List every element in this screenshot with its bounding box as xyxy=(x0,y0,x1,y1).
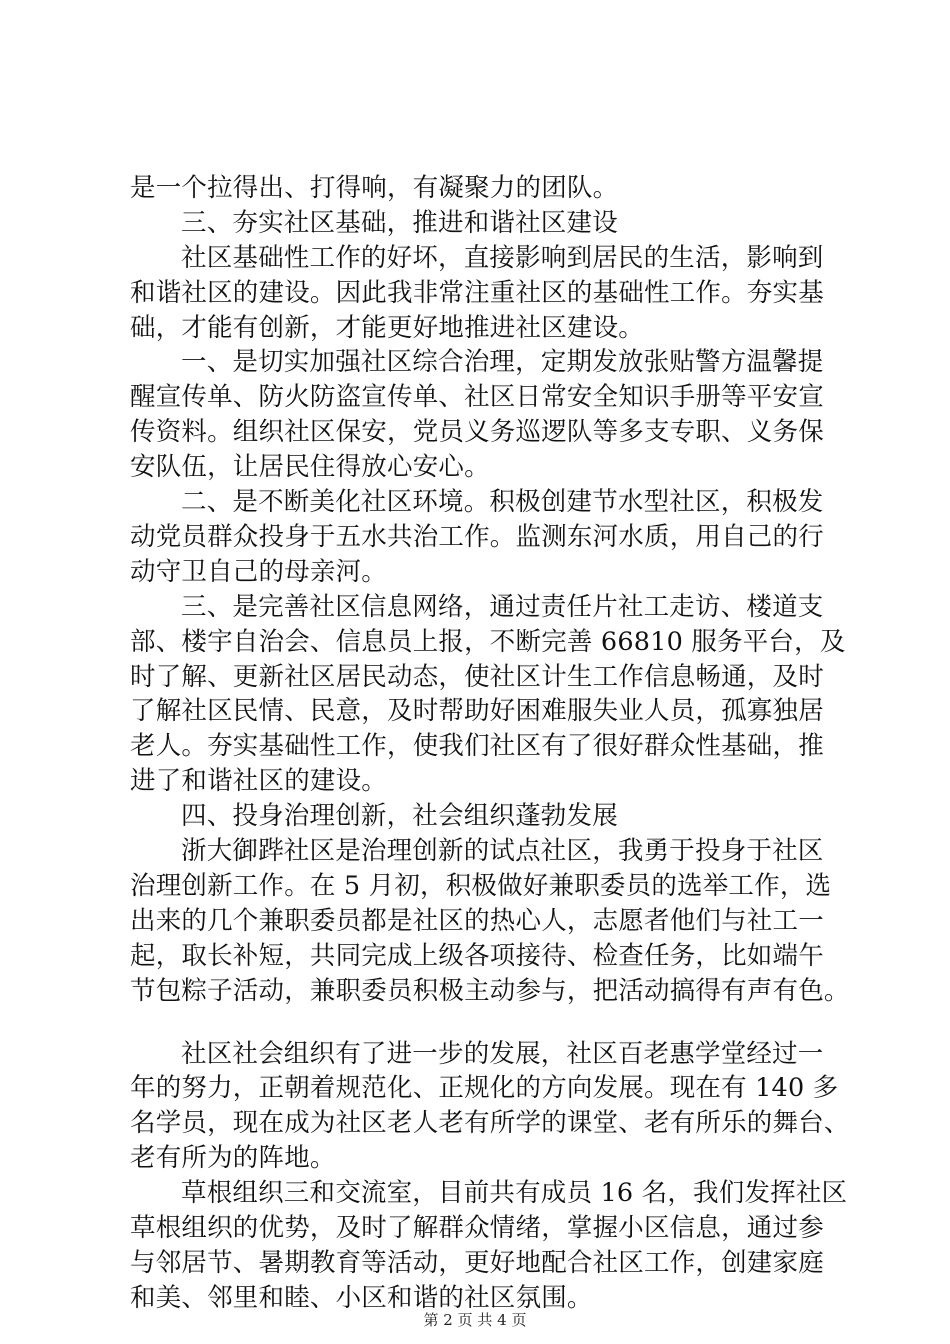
body-line: 草根组织的优势，及时了解群众情绪，掌握小区信息，通过参 xyxy=(130,1213,824,1243)
section-heading: 三、夯实社区基础，推进和谐社区建设 xyxy=(181,208,618,238)
body-line: 草根组织三和交流室，目前共有成员 16 名，我们发挥社区 xyxy=(181,1178,848,1208)
body-line: 时了解、更新社区居民动态，使社区计生工作信息畅通，及时 xyxy=(130,662,824,692)
body-line: 和谐社区的建设。因此我非常注重社区的基础性工作。夯实基 xyxy=(130,278,824,308)
body-line: 治理创新工作。在 5 月初，积极做好兼职委员的选举工作，选 xyxy=(130,871,832,901)
body-line: 老有所为的阵地。 xyxy=(130,1143,336,1173)
body-line: 三、是完善社区信息网络，通过责任片社工走访、楼道支 xyxy=(181,592,824,622)
page-footer: 第 2 页 共 4 页 xyxy=(423,1311,527,1329)
body-line: 础，才能有创新，才能更好地推进社区建设。 xyxy=(130,313,645,343)
body-line: 和美、邻里和睦、小区和谐的社区氛围。 xyxy=(130,1283,593,1313)
body-line: 安队伍，让居民住得放心安心。 xyxy=(130,452,490,482)
body-line: 了解社区民情、民意，及时帮助好困难服失业人员，孤寡独居 xyxy=(130,696,824,726)
body-line: 社区基础性工作的好坏，直接影响到居民的生活，影响到 xyxy=(181,243,824,273)
body-line: 起，取长补短，共同完成上级各项接待、检查任务，比如端午 xyxy=(130,941,824,971)
body-line: 醒宣传单、防火防盗宣传单、社区日常安全知识手册等平安宣 xyxy=(130,382,824,412)
body-line: 动党员群众投身于五水共治工作。监测东河水质，用自己的行 xyxy=(130,522,824,552)
body-line: 二、是不断美化社区环境。积极创建节水型社区，积极发 xyxy=(181,487,824,517)
body-line: 社区社会组织有了进一步的发展，社区百老惠学堂经过一 xyxy=(181,1039,824,1069)
body-line: 是一个拉得出、打得响，有凝聚力的团队。 xyxy=(130,173,619,203)
body-line: 出来的几个兼职委员都是社区的热心人，志愿者他们与社工一 xyxy=(130,906,824,936)
body-line: 年的努力，正朝着规范化、正规化的方向发展。现在有 140 多 xyxy=(130,1073,839,1103)
body-line: 部、楼宇自治会、信息员上报，不断完善 66810 服务平台，及 xyxy=(130,627,846,657)
body-line: 老人。夯实基础性工作，使我们社区有了很好群众性基础，推 xyxy=(130,731,824,761)
body-line: 传资料。组织社区保安，党员义务巡逻队等多支专职、义务保 xyxy=(130,417,824,447)
body-line: 名学员，现在成为社区老人老有所学的课堂、老有所乐的舞台、 xyxy=(130,1108,850,1138)
body-line: 一、是切实加强社区综合治理，定期发放张贴警方温馨提 xyxy=(181,347,824,377)
section-heading: 四、投身治理创新，社会组织蓬勃发展 xyxy=(181,801,618,831)
body-line: 动守卫自己的母亲河。 xyxy=(130,557,388,587)
body-line: 进了和谐社区的建设。 xyxy=(130,766,388,796)
body-line: 节包粽子活动，兼职委员积极主动参与，把活动搞得有声有色。 xyxy=(130,976,850,1006)
body-line: 浙大御跸社区是治理创新的试点社区，我勇于投身于社区 xyxy=(181,836,824,866)
body-line: 与邻居节、暑期教育等活动，更好地配合社区工作，创建家庭 xyxy=(130,1248,824,1278)
